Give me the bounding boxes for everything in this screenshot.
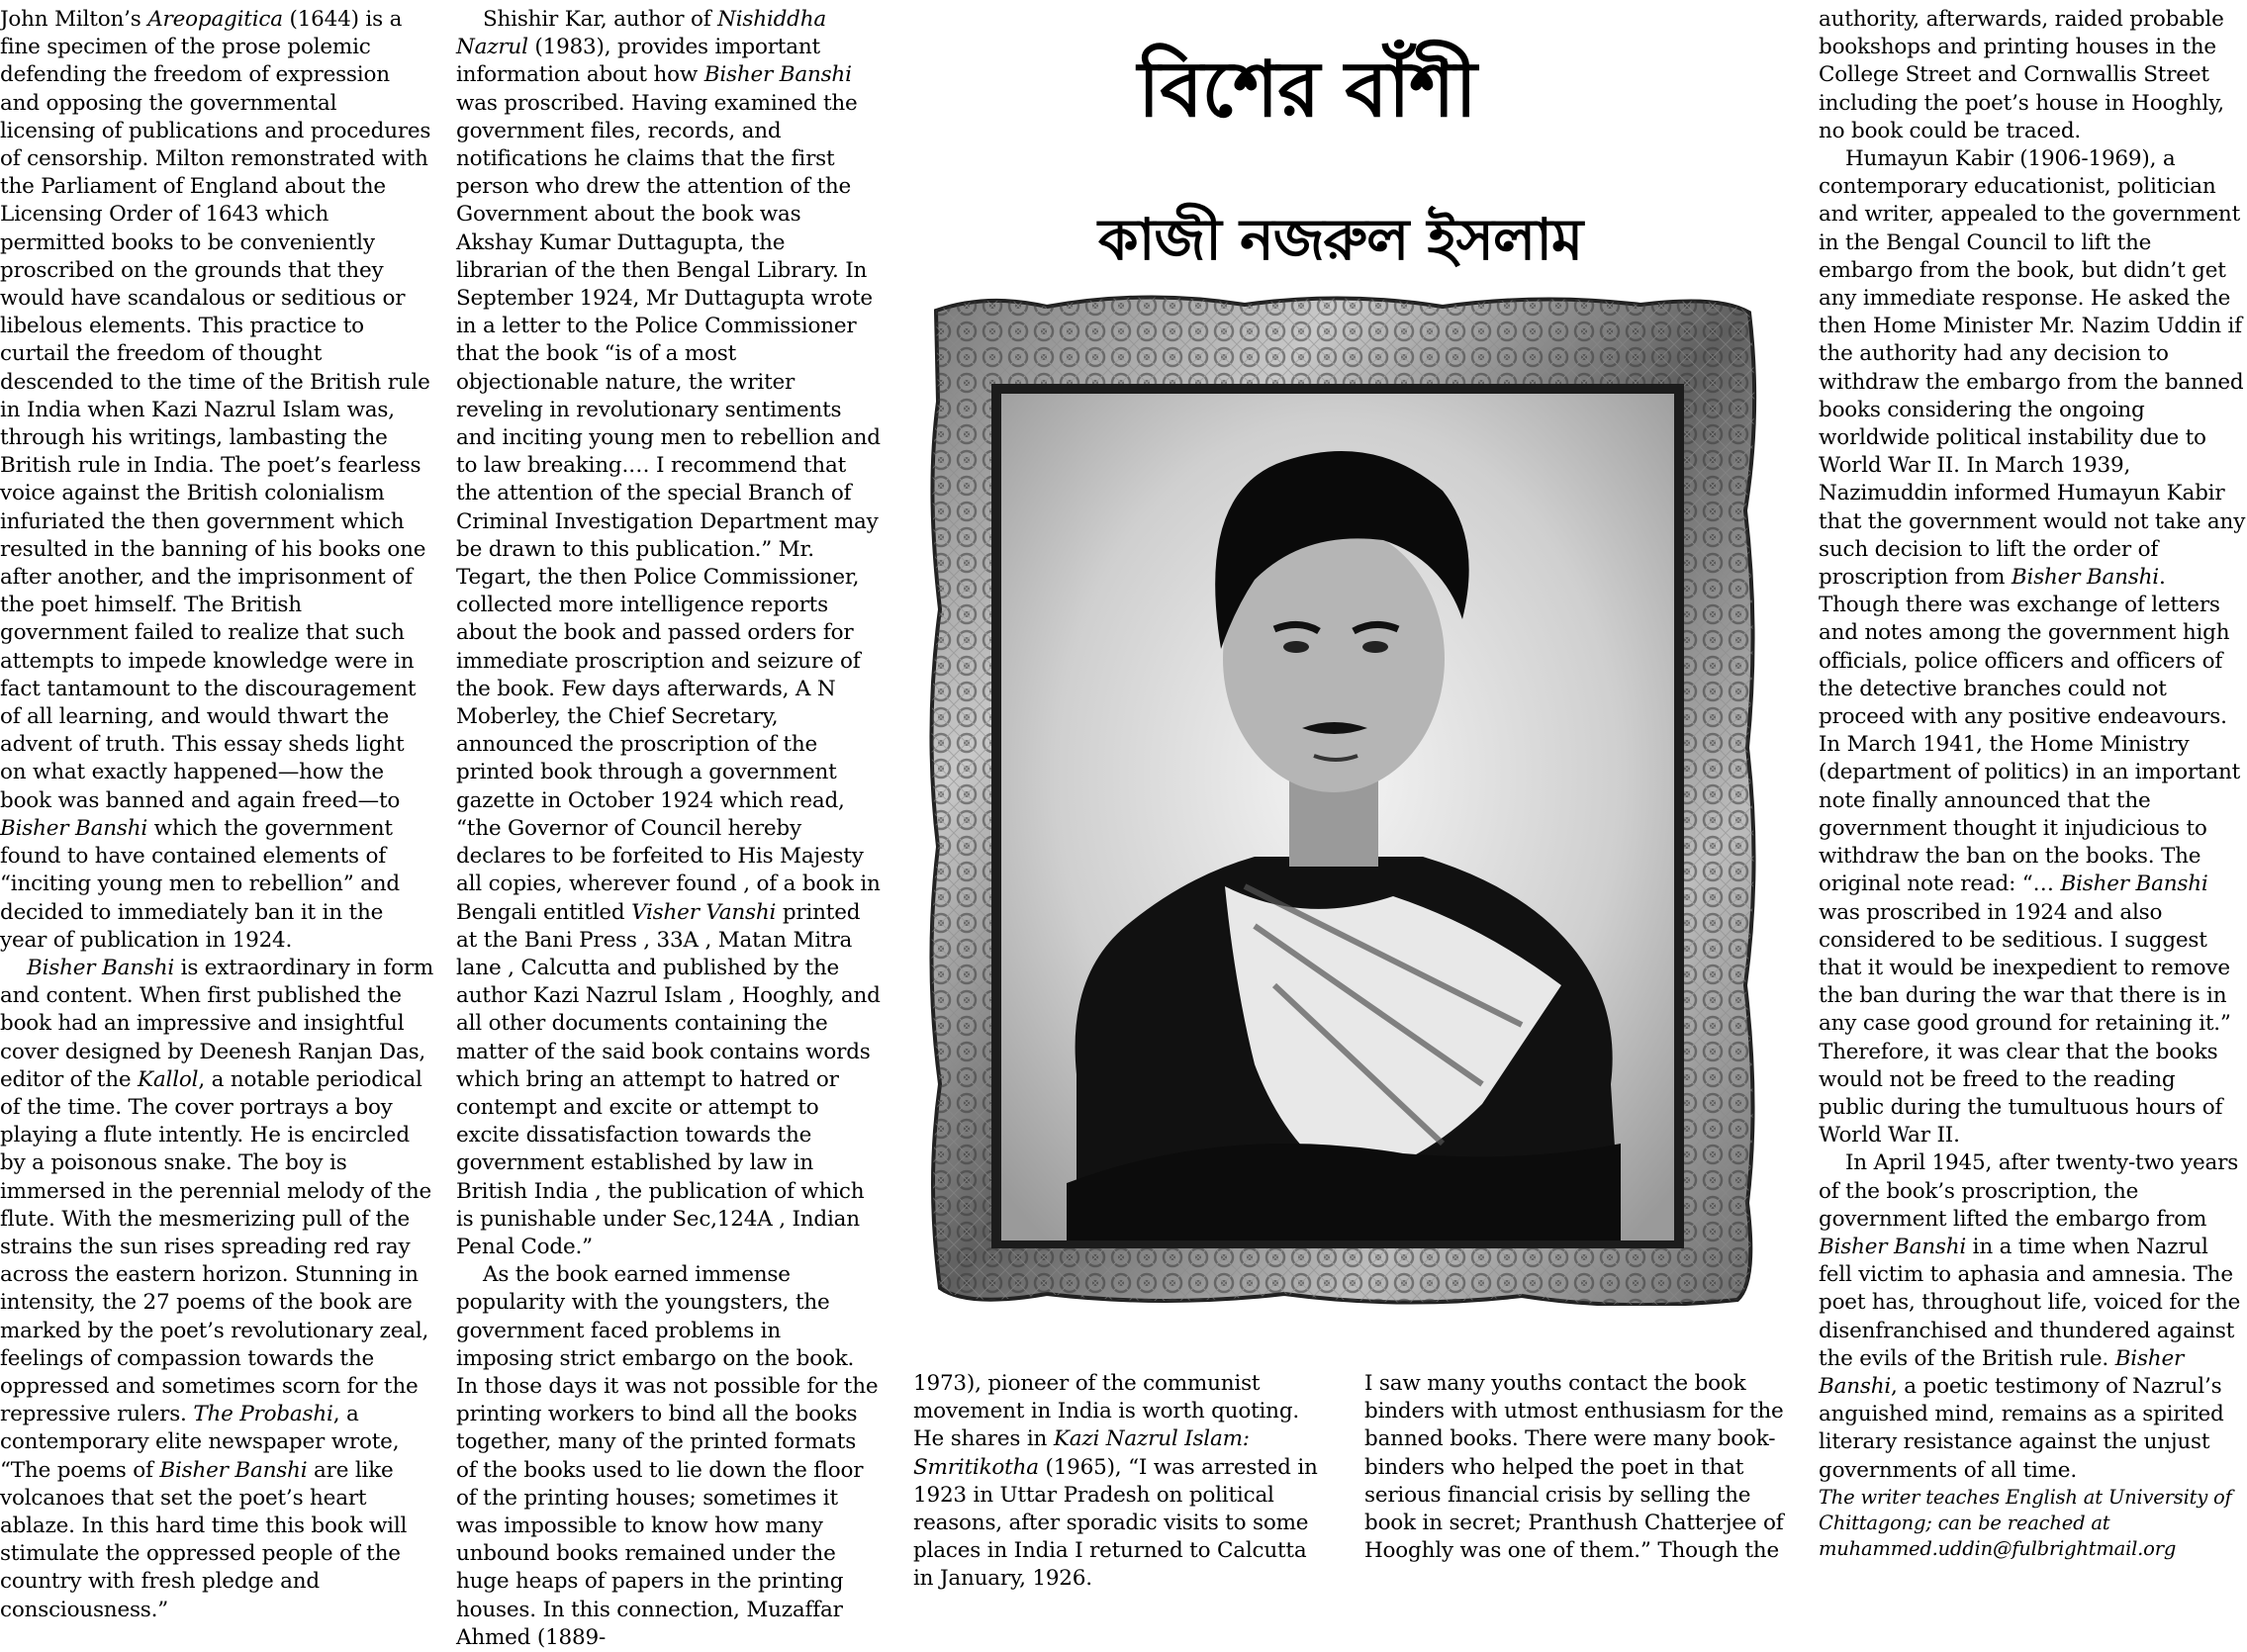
italic-title: Bisher Banshi: [1819, 1234, 1967, 1259]
text-run: (1644) is a fine specimen of the prose polemic defending the freedom of expression and opposing the governmental licensing of publications and procedures of censorship. Milton remonstrated with the Parliament of England about the Licensing Order of 1643 which permitted books to be conveniently proscribed on the grounds that they would have scandalous or seditious or libelous elements. This practice to curtail the freedom of thought descended to the time of the British rule in India when Kazi Nazrul Islam was, through his writings, lambasting the British rule in India. The poet’s fearless voice against the British colonialism infuriated the then government which resulted in the banning of his books one after another, and the imprisonment of the poet himself. The British government failed to realize that such attempts to impede knowledge were in fact tantamount to the discouragement of all learning, and would thwart the advent of truth. This essay sheds light on what exactly happened—how the book was banned and again freed—to: [0, 7, 431, 813]
paragraph: [1819, 6, 2247, 145]
text-run: , a contemporary elite newspaper wrote, “The poems of: [0, 1402, 400, 1483]
text-run: authority, afterwards, raided probable bookshops and printing houses in the College Street and Cornwallis Street including the poet’s house in Hooghly, no book could be traced.: [1819, 7, 2224, 143]
text-run: Shishir Kar, author of: [483, 7, 718, 32]
paragraph: [0, 6, 435, 955]
text-run: which the government found to have contained elements of “inciting young men to rebellion” and decided to immediately ban it in the year of publication in 1924.: [0, 815, 400, 953]
italic-title: Bisher Banshi: [0, 815, 148, 841]
italic-title: The Probashi: [193, 1402, 333, 1427]
paragraph: [1819, 145, 2247, 1149]
italic-title: Bisher Banshi: [1819, 1345, 2185, 1399]
text-run: I saw many youths contact the book binders with utmost enthusiasm for the banned books. There were many book-binders who helped the poet in that serious financial crisis by selling the book in secret; Pranthush Chatterjee of Hooghly was one of them.” Though the: [1364, 1371, 1784, 1564]
italic-title: Visher Vanshi: [631, 899, 777, 925]
paragraph: [456, 6, 882, 1261]
author-note: The writer teaches English at University of Chittagong; can be reached at muhammed.uddin@fulbrightmail.org: [1819, 1485, 2232, 1560]
paragraph: [1819, 1149, 2247, 1484]
book-title-bengali: বিশের বাঁশী: [1138, 46, 1476, 135]
text-run: In April 1945, after twenty-two years of the book’s proscription, the government lifted the embargo from: [1819, 1150, 2239, 1232]
text-run: was proscribed. Having examined the government files, records, and notifications he claims that the first person who drew the attention of the Government about the book was Akshay Kumar Duttagupta, the librarian of the then Bengal Library. In September 1924, Mr Duttagupta wrote in a letter to the Police Commissioner that the book “is of a most objectionable nature, the writer reveling in revolutionary sentiments and inciting young men to rebellion and to law breaking.… I recommend that the attention of the special Branch of Criminal Investigation Department may be drawn to this publication.” Mr. Tegart, the then Police Commissioner, collected more intelligence reports about the book and passed orders for immediate proscription and seizure of the book. Few days afterwards, A N Moberley, the Chief Secretary, announced the proscription of the printed book through a government gazette in October 1924 which read, “the Governor of Council hereby declares to be forfeited to His Majesty all copies, wherever found , of a book in Bengali entitled: [456, 90, 881, 925]
author-name-bengali: কাজী নজরুল ইসলাম: [1098, 206, 1583, 273]
text-run: John Milton’s: [0, 7, 148, 32]
italic-title: Nishiddha Nazrul: [456, 7, 826, 60]
article-column-3: [913, 1370, 1319, 1594]
text-run: was proscribed in 1924 and also considered to be seditious. I suggest that it would be inexpedient to remove the ban during the war that there is in any case good ground for retaining it.” Therefore, it was clear that the books would not be freed to the reading public during the tumultuous hours of World War II.: [1819, 899, 2231, 1148]
paragraph: [913, 1370, 1319, 1594]
text-run: (1965), “I was arrested in 1923 in Uttar Pradesh on political reasons, after sporadic visits to some places in India I returned to Calcutta in January, 1926.: [913, 1454, 1318, 1592]
text-run: As the book earned immense popularity with the youngsters, the government faced problems in imposing strict embargo on the book. In those days it was not possible for the printing workers to bind all the books together, many of the printed formats of the books used to lie down the floor of the printing houses; sometimes it was impossible to know how many unbound books remained under the huge heaps of papers in the printing houses. In this connection, Muzaffar Ahmed (1889-: [456, 1262, 879, 1650]
italic-title: Bisher Banshi: [27, 955, 175, 980]
article-column-1: [0, 6, 435, 1624]
italic-title: Areopagitica: [147, 7, 283, 32]
article-column-4: [1364, 1370, 1790, 1565]
text-run: in a time when Nazrul fell victim to aphasia and amnesia. The poet has, throughout life, voiced for the disenfranchised and thundered against the evils of the British rule.: [1819, 1234, 2241, 1371]
text-run: printed at the Bani Press , 33A , Matan Mitra lane , Calcutta and published by the author Kazi Nazrul Islam , Hooghly, and all other documents containing the matter of the said book contains words which bring an attempt to hatred or contempt and excite or attempt to excite dissatisfaction towards the government established by law in British India , the publication of which is punishable under Sec,124A , Indian Penal Code.”: [456, 899, 881, 1259]
portrait-picture: [928, 293, 1757, 1306]
italic-title: Bisher Banshi: [2011, 565, 2159, 591]
text-run: 1973), pioneer of the communist movement in India is worth quoting. He shares in: [913, 1371, 1300, 1452]
italic-title: Bisher Banshi: [159, 1457, 308, 1483]
italic-title: Bisher Banshi: [2060, 872, 2208, 897]
article-column-2: [456, 6, 882, 1652]
paragraph: [1364, 1370, 1790, 1565]
text-run: , a poetic testimony of Nazrul’s anguished mind, remains as a spirited literary resistance against the unjust governments of all time.: [1819, 1373, 2224, 1483]
text-run: . Though there was exchange of letters and notes among the government high officials, police officers and officers of the detective branches could not proceed with any positive endeavours. In March 1941, the Home Ministry (department of politics) in an important note finally announced that the government thought it injudicious to withdraw the ban on the books. The original note read: “…: [1819, 565, 2241, 897]
paragraph: [456, 1261, 882, 1652]
italic-title: Kazi Nazrul Islam: Smritikotha: [913, 1426, 1250, 1480]
text-run: is extraordinary in form and content. When first published the book had an impressive and insightful cover designed by Deenesh Ranjan Das, editor of the: [0, 955, 434, 1092]
paragraph: [0, 955, 435, 1624]
italic-title: Kallol: [138, 1066, 199, 1092]
text-run: Humayun Kabir (1906-1969), a contemporary educationist, politician and writer, appealed to the government in the Bengal Council to lift the embargo from the book, but didn’t get any immediate response. He asked the then Home Minister Mr. Nazim Uddin if the authority had any decision to withdraw the embargo from the banned books considering the ongoing worldwide political instability due to World War II. In March 1939, Nazimuddin informed Humayun Kabir that the government would not take any such decision to lift the order of proscription from: [1819, 146, 2246, 591]
text-run: (1983), provides important information about how: [456, 35, 820, 88]
article-column-5: [1819, 6, 2247, 1562]
text-run: are like volcanoes that set the poet’s heart ablaze. In this hard time this book will stimulate the oppressed people of the country with fresh pledge and consciousness.”: [0, 1457, 408, 1622]
text-run: , a notable periodical of the time. The cover portrays a boy playing a flute intently. He is encircled by a poisonous snake. The boy is immersed in the perennial melody of the flute. With the mesmerizing pull of the strains the sun rises spreading red ray across the eastern horizon. Stunning in intensity, the 27 poems of the book are marked by the poet’s revolutionary zeal, feelings of compassion towards the oppressed and sometimes scorn for the repressive rulers.: [0, 1066, 432, 1427]
italic-title: Bisher Banshi: [703, 62, 852, 88]
